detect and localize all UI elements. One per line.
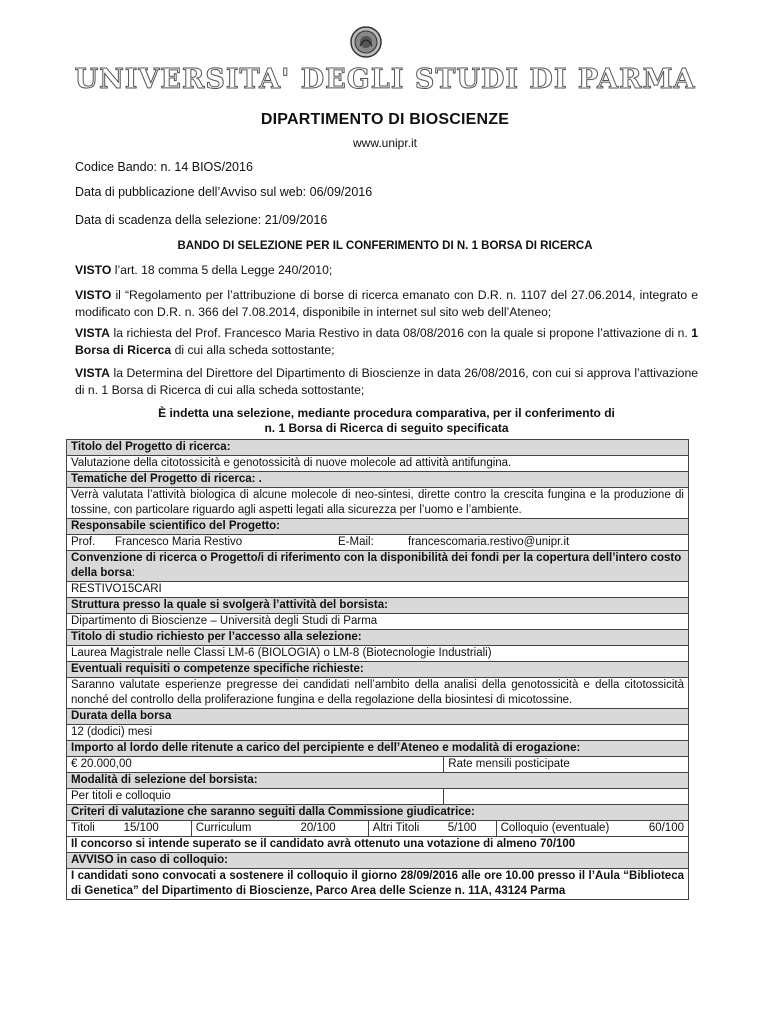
titolo-value: Valutazione della citotossicità e genotossicità di nuove molecole ad attività antifungina. <box>67 456 689 472</box>
titolo-header: Titolo del Progetto di ricerca: <box>67 440 689 456</box>
indetta-statement <box>75 406 698 436</box>
vista-text-end: di cui alla scheda sottostante; <box>171 343 335 357</box>
responsabile-name: Francesco Maria Restivo <box>115 536 243 548</box>
convenzione-header <box>67 551 689 582</box>
data-pubblicazione: Data di pubblicazione dell’Avviso sul web: 06/09/2016 <box>75 185 373 199</box>
vista-paragraph-2 <box>75 365 698 399</box>
studio-value: Laurea Magistrale nelle Classi LM-6 (BIOLOGIA) o LM-8 (Biotecnologie Industriali) <box>67 646 689 662</box>
data-scadenza: Data di scadenza della selezione: 21/09/2016 <box>75 213 328 227</box>
curriculum-label: Curriculum <box>191 821 296 837</box>
altri-titoli-value: 5/100 <box>444 821 496 837</box>
department-title: DIPARTIMENTO DI BIOSCIENZE <box>260 111 510 128</box>
struttura-value: Dipartimento di Bioscienze – Università degli Studi di Parma <box>67 614 689 630</box>
visto-lead: VISTO <box>75 263 112 277</box>
importo-rate: Rate mensili posticipate <box>444 757 689 773</box>
studio-header: Titolo di studio richiesto per l’accesso alla selezione: <box>67 630 689 646</box>
vista-text: la Determina del Direttore del Dipartimento di Bioscienze in data 26/08/2016, con cui si approva l’attivazione di n. 1 Borsa di Ricerca di cui alla scheda sottostante; <box>75 366 698 397</box>
visto-paragraph-1 <box>75 262 698 279</box>
responsabile-title: Prof. <box>71 536 96 548</box>
university-seal-logo <box>350 26 382 58</box>
colloquio-value: 60/100 <box>627 821 688 837</box>
vista-text: la richiesta del Prof. Francesco Maria Restivo in data 08/08/2016 con la quale si propone l’attivazione di n. <box>110 326 692 340</box>
tematiche-value: Verrà valutata l’attività biologica di alcune molecole di neo-sintesi, dirette contro la crescita fungina e la produzione di tossine, con particolare riguardo agli aspetti legati alla sicurezza per l’uomo e l’ambiente. <box>67 488 689 519</box>
superato-row: Il concorso si intende superato se il candidato avrà ottenuto una votazione di almeno 70/100 <box>67 837 689 853</box>
modalita-header: Modalità di selezione del borsista: <box>67 773 689 789</box>
colloquio-label: Colloquio (eventuale) <box>496 821 627 837</box>
titoli-label: Titoli <box>67 821 120 837</box>
responsabile-header: Responsabile scientifico del Progetto: <box>67 519 689 535</box>
vista-lead: VISTA <box>75 326 110 340</box>
curriculum-value: 20/100 <box>296 821 368 837</box>
convenzione-colon: : <box>131 567 135 579</box>
criteri-header: Criteri di valutazione che saranno seguiti dalla Commissione giudicatrice: <box>67 805 689 821</box>
visto-lead: VISTO <box>75 288 112 302</box>
university-name: UNIVERSITA' DEGLI STUDI DI PARMA <box>74 64 696 95</box>
convenzione-value: RESTIVO15CARI <box>67 582 689 598</box>
codice-bando: Codice Bando: n. 14 BIOS/2016 <box>75 160 253 174</box>
email-label: E-Mail: <box>338 536 374 548</box>
tematiche-header: Tematiche del Progetto di ricerca: . <box>67 472 689 488</box>
avviso-value: I candidati sono convocati a sostenere il colloquio il giorno 28/09/2016 alle ore 10.00 presso il l’Aula “Biblioteca di Genetica” del Dipartimento di Bioscienze, Parco Area delle Scienze n. 11A, 43124 Parma <box>67 869 689 900</box>
vista-paragraph-1 <box>75 325 698 359</box>
importo-value: € 20.000,00 <box>67 757 444 773</box>
criteri-row <box>67 821 689 837</box>
struttura-header: Struttura presso la quale si svolgerà l’attività del borsista: <box>67 598 689 614</box>
website-link[interactable]: www.unipr.it <box>352 136 418 150</box>
visto-text: il “Regolamento per l’attribuzione di borse di ricerca emanato con D.R. n. 1107 del 27.06.2014, integrato e modificato con D.R. n. 366 del 7.08.2014, disponibile in internet sul sito web dell’Ateneo; <box>75 288 698 319</box>
requisiti-header: Eventuali requisiti o competenze specifiche richieste: <box>67 662 689 678</box>
responsabile-row <box>67 535 689 551</box>
convenzione-header-text: Convenzione di ricerca o Progetto/i di riferimento con la disponibilità dei fondi per la copertura dell’intero costo della borsa <box>71 552 682 579</box>
modalita-empty-cell <box>444 789 689 805</box>
indetta-line-2: n. 1 Borsa di Ricerca di seguito specificata <box>264 421 509 435</box>
modalita-value: Per titoli e colloquio <box>67 789 444 805</box>
importo-header: Importo al lordo delle ritenute a carico del percipiente e dell’Ateneo e modalità di erogazione: <box>67 741 689 757</box>
durata-header: Durata della borsa <box>67 709 689 725</box>
avviso-header: AVVISO in caso di colloquio: <box>67 853 689 869</box>
vista-bold: 1 Borsa di Ricerca <box>75 326 698 357</box>
durata-value: 12 (dodici) mesi <box>67 725 689 741</box>
borsa-table <box>66 439 689 900</box>
visto-paragraph-2 <box>75 287 698 321</box>
vista-lead: VISTA <box>75 366 110 380</box>
bando-title: BANDO DI SELEZIONE PER IL CONFERIMENTO DI N. 1 BORSA DI RICERCA <box>177 240 593 252</box>
indetta-line-1: È indetta una selezione, mediante procedura comparativa, per il conferimento di <box>158 406 615 420</box>
responsabile-email[interactable]: francescomaria.restivo@unipr.it <box>408 536 570 548</box>
altri-titoli-label: Altri Titoli <box>368 821 444 837</box>
requisiti-value: Saranno valutate esperienze pregresse dei candidati nell’ambito della analisi della genotossicità e della citotossicità nonché del controllo della proliferazione fungina e della regolazione della biosintesi di micotossine. <box>67 678 689 709</box>
visto-text: l’art. 18 comma 5 della Legge 240/2010; <box>111 263 333 277</box>
titoli-value: 15/100 <box>120 821 192 837</box>
